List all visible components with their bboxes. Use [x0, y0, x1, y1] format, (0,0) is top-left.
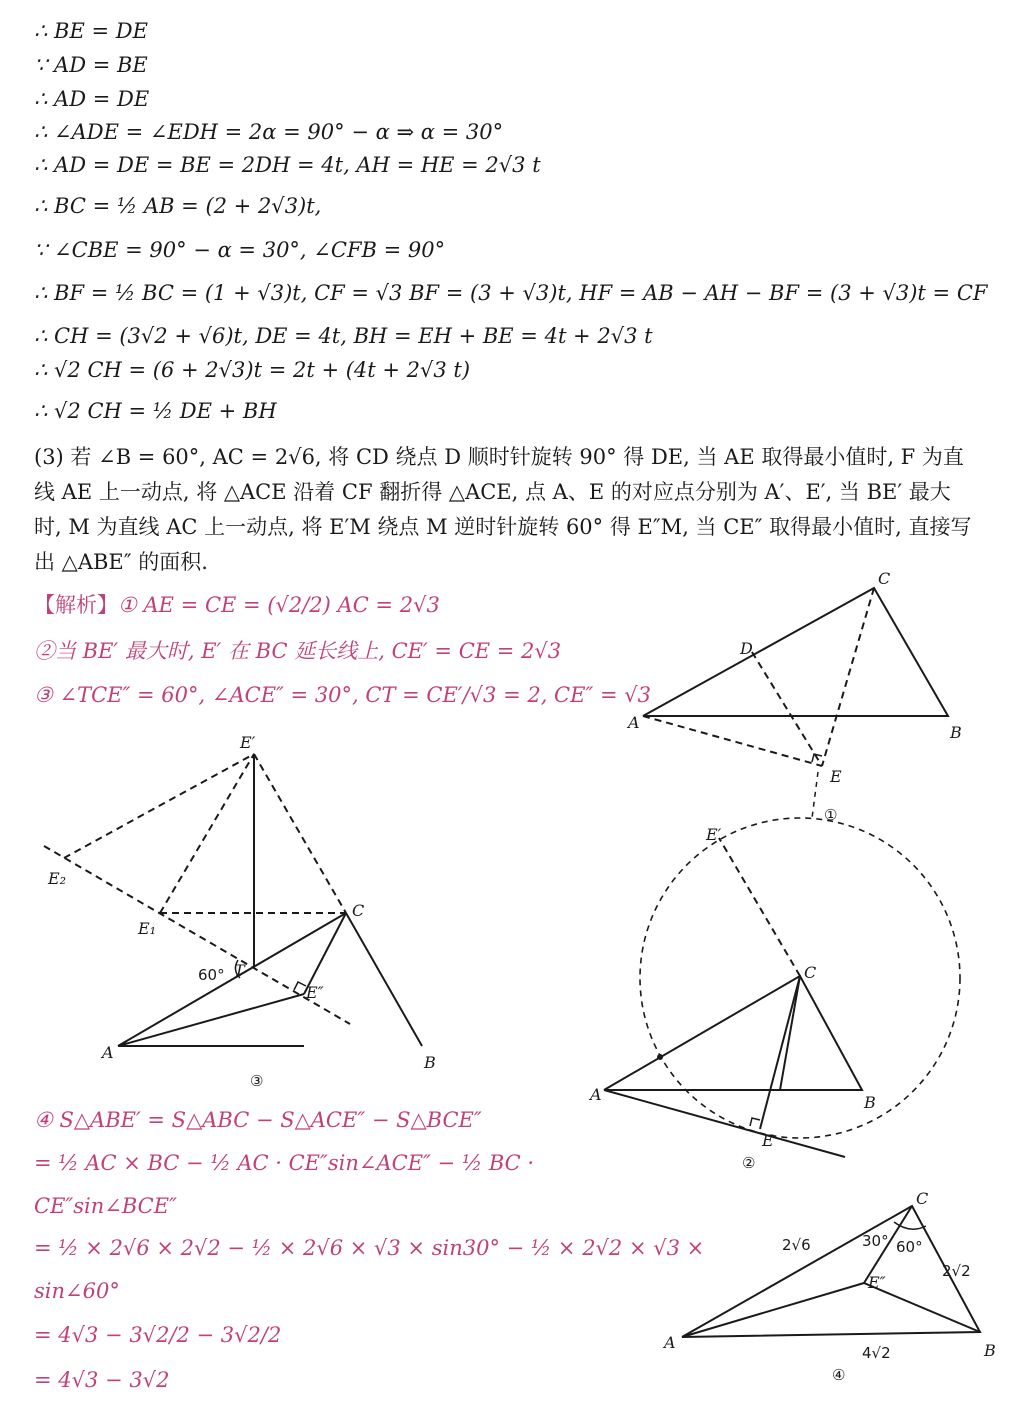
fig3-line-e2-ep	[64, 754, 254, 858]
fig2-line-inner	[780, 976, 800, 1090]
fig4-label-epp: E″	[868, 1273, 886, 1292]
derivation-line-4: ∴ ∠ADE = ∠EDH = 2α = 90° − α ⇒ α = 30°	[34, 120, 504, 144]
fig1-label-e: E	[830, 767, 842, 786]
analysis-step-4-line-7: = 4√3 − 3√2	[34, 1368, 170, 1392]
derivation-line-5: ∴ AD = DE = BE = 2DH = 4t, AH = HE = 2√3 t	[34, 153, 541, 177]
fig3-label-c: C	[352, 901, 365, 920]
fig1-connector	[812, 772, 818, 818]
fig2-label-a: A	[590, 1085, 602, 1104]
derivation-line-7: ∵ ∠CBE = 90° − α = 30°, ∠CFB = 90°	[34, 238, 446, 262]
fig2-label-e: E	[762, 1131, 774, 1150]
figure-3	[44, 754, 422, 1046]
fig1-line-ce	[822, 588, 874, 766]
fig1-label-d: D	[740, 639, 753, 658]
fig3-label-e2: E₂	[48, 869, 67, 888]
derivation-line-10: ∴ √2 CH = (6 + 2√3)t = 2t + (4t + 2√3 t)	[34, 358, 471, 382]
fig4-label-c: C	[916, 1189, 929, 1208]
fig4-label-b: B	[984, 1341, 996, 1360]
fig2-line-cep	[719, 838, 800, 976]
derivation-line-3: ∴ AD = DE	[34, 87, 150, 111]
fig2-triangle	[604, 976, 862, 1090]
fig3-label-b: B	[424, 1053, 436, 1072]
fig2-label-b: B	[864, 1093, 876, 1112]
derivation-line-1: ∴ BE = DE	[34, 19, 148, 43]
fig3-label-t: T	[234, 961, 245, 980]
fig2-point-1	[657, 1054, 663, 1060]
fig3-label-epp: E″	[306, 983, 324, 1002]
fig3-label-angle: 60°	[198, 966, 225, 984]
fig4-line-a-epp	[682, 1283, 864, 1337]
analysis-step-2: ②当 BE′ 最大时, E′ 在 BC 延长线上, CE′ = CE = 2√3	[34, 639, 562, 663]
fig2-label-ep: E′	[706, 825, 722, 844]
fig1-triangle	[643, 588, 948, 716]
fig1-label-c: C	[878, 569, 891, 588]
fig4-label-bc: 2√2	[942, 1262, 971, 1280]
analysis-step-4-line-4: = ½ × 2√6 × 2√2 − ½ × 2√6 × √3 × sin30° − ½ × 2√2 × √3 ×	[34, 1236, 705, 1260]
fig2-label-c: C	[804, 963, 817, 982]
fig3-line-e1-ep	[160, 754, 254, 913]
fig3-label-a: A	[102, 1043, 114, 1062]
fig2-right-angle	[750, 1118, 760, 1126]
fig3-line-a-epp	[118, 994, 304, 1046]
fig3-label-ep: E′	[240, 733, 256, 752]
fig4-label-a30: 30°	[862, 1232, 889, 1250]
fig2-line-ae	[604, 1090, 845, 1157]
fig1-caption: ①	[824, 806, 838, 824]
derivation-line-11: ∴ √2 CH = ½ DE + BH	[34, 399, 277, 423]
fig3-line-ep-c	[254, 754, 346, 913]
figure-1	[643, 588, 948, 818]
fig1-label-a: A	[628, 713, 640, 732]
derivation-line-2: ∵ AD = BE	[34, 53, 148, 77]
fig4-triangle	[682, 1206, 980, 1337]
figure-2	[604, 818, 960, 1157]
analysis-step-4-line-2: = ½ AC × BC − ½ AC · CE″sin∠ACE″ − ½ BC ·	[34, 1151, 535, 1175]
analysis-step-4-line-3: CE″sin∠BCE″	[34, 1194, 177, 1218]
fig4-label-a: A	[664, 1333, 676, 1352]
figure-4	[682, 1206, 980, 1337]
fig3-line-c-b	[346, 913, 422, 1046]
fig3-caption: ③	[250, 1072, 264, 1090]
problem-3-statement: (3) 若 ∠B = 60°, AC = 2√6, 将 CD 绕点 D 顺时针旋转 90° 得 DE, 当 AE 取得最小值时, F 为直线 AE 上一动点, 将 △ACE 沿着 CF 翻折得 △ACE, 点 A、E 的对应点分别为 A′、E′, 当 BE′ 最大时, M 为直线 AC 上一动点, 将 E′M 绕点 M 逆时针旋转 60° 得 E″M, 当 CE″ 取得最小值时, 直接写出 △ABE″ 的面积.	[34, 445, 972, 574]
analysis-step-4-line-1: ④ S△ABE′ = S△ABC − S△ACE″ − S△BCE″	[34, 1108, 482, 1132]
analysis-step-4-line-5: sin∠60°	[34, 1279, 120, 1303]
derivation-line-6: ∴ BC = ½ AB = (2 + 2√3)t,	[34, 194, 322, 218]
analysis-step-1-text: ① AE = CE = (√2/2) AC = 2√3	[118, 593, 440, 617]
fig4-label-a60: 60°	[896, 1238, 923, 1256]
analysis-step-3: ③ ∠TCE″ = 60°, ∠ACE″ = 30°, CT = CE′/√3 = 2, CE″ = √3	[34, 683, 651, 707]
fig2-line-ce	[760, 976, 800, 1129]
fig3-line-e2-e1-ext	[44, 846, 350, 1024]
fig3-label-e1: E₁	[138, 919, 157, 938]
derivation-line-8: ∴ BF = ½ BC = (1 + √3)t, CF = √3 BF = (3 + √3)t, HF = AB − AH − BF = (3 + √3)t = CF	[34, 281, 988, 305]
fig4-caption: ④	[832, 1366, 846, 1384]
analysis-tag: 【解析】	[34, 593, 118, 617]
fig4-label-ac: 2√6	[782, 1236, 811, 1254]
fig1-line-ae	[643, 716, 822, 766]
fig4-label-ab: 4√2	[862, 1344, 891, 1362]
derivation-line-9: ∴ CH = (3√2 + √6)t, DE = 4t, BH = EH + BE = 4t + 2√3 t	[34, 324, 653, 348]
fig3-right-angle	[294, 982, 306, 990]
fig2-caption: ②	[742, 1154, 756, 1172]
analysis-step-4-line-6: = 4√3 − 3√2/2 − 3√2/2	[34, 1323, 282, 1347]
fig1-label-b: B	[950, 723, 962, 742]
